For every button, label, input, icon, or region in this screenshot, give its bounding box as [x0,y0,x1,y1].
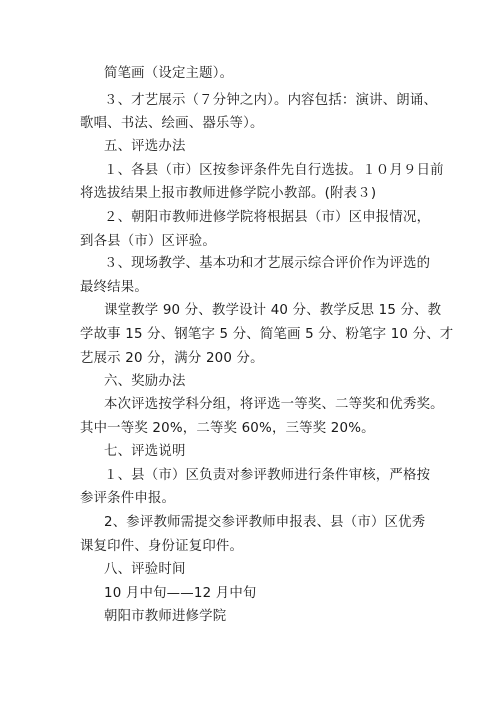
section-heading: 八、评验时间 [104,562,186,577]
text-line: 2、参评教师需提交参评教师申报表、县（市）区优秀 [104,515,426,530]
text-line: 最终结果。 [80,280,148,295]
text-line: 本次评选按学科分组，将评选一等奖、二等奖和优秀奖。 [104,397,444,412]
text-line: 到各县（市）区评验。 [80,234,216,249]
text-line: 艺展示 20 分，满分 200 分。 [80,351,264,366]
text-line: 10 月中旬——12 月中旬 [104,586,257,601]
text-line: ３、才艺展示（７分钟之内）。内容包括：演讲、朗诵、 [104,93,438,108]
section-heading: 七、评选说明 [104,444,186,459]
text-line: 其中一等奖 20%，二等奖 60%，三等奖 20%。 [80,421,375,436]
text-line: 将选拔结果上报市教师进修学院小教部。(附表３) [80,186,377,201]
text-line: １、各县（市）区按参评条件先自行选拔。１０月９日前 [104,163,444,178]
section-heading: 五、评选办法 [104,139,186,154]
text-line: 学故事 15 分、钢笔字 5 分、简笔画 5 分、粉笔字 10 分、才 [80,327,454,342]
text-line: ３、现场教学、基本功和才艺展示综合评价作为评选的 [104,256,431,271]
section-heading: 六、奖励办法 [104,374,186,389]
text-line: 简笔画（设定主题）。 [104,66,234,81]
text-line: 歌唱、书法、绘画、器乐等）。 [80,116,264,131]
text-line: 课堂教学 90 分、教学设计 40 分、教学反思 15 分、教 [104,303,442,318]
text-line: １、县（市）区负责对参评教师进行条件审核，严格按 [104,468,431,483]
text-line: 课复印件、身份证复印件。 [80,539,244,554]
text-line: 参评条件申报。 [80,491,176,506]
text-line: ２、朝阳市教师进修学院将根据县（市）区申报情况， [104,210,431,225]
signature-line: 朝阳市教师进修学院 [104,609,227,624]
